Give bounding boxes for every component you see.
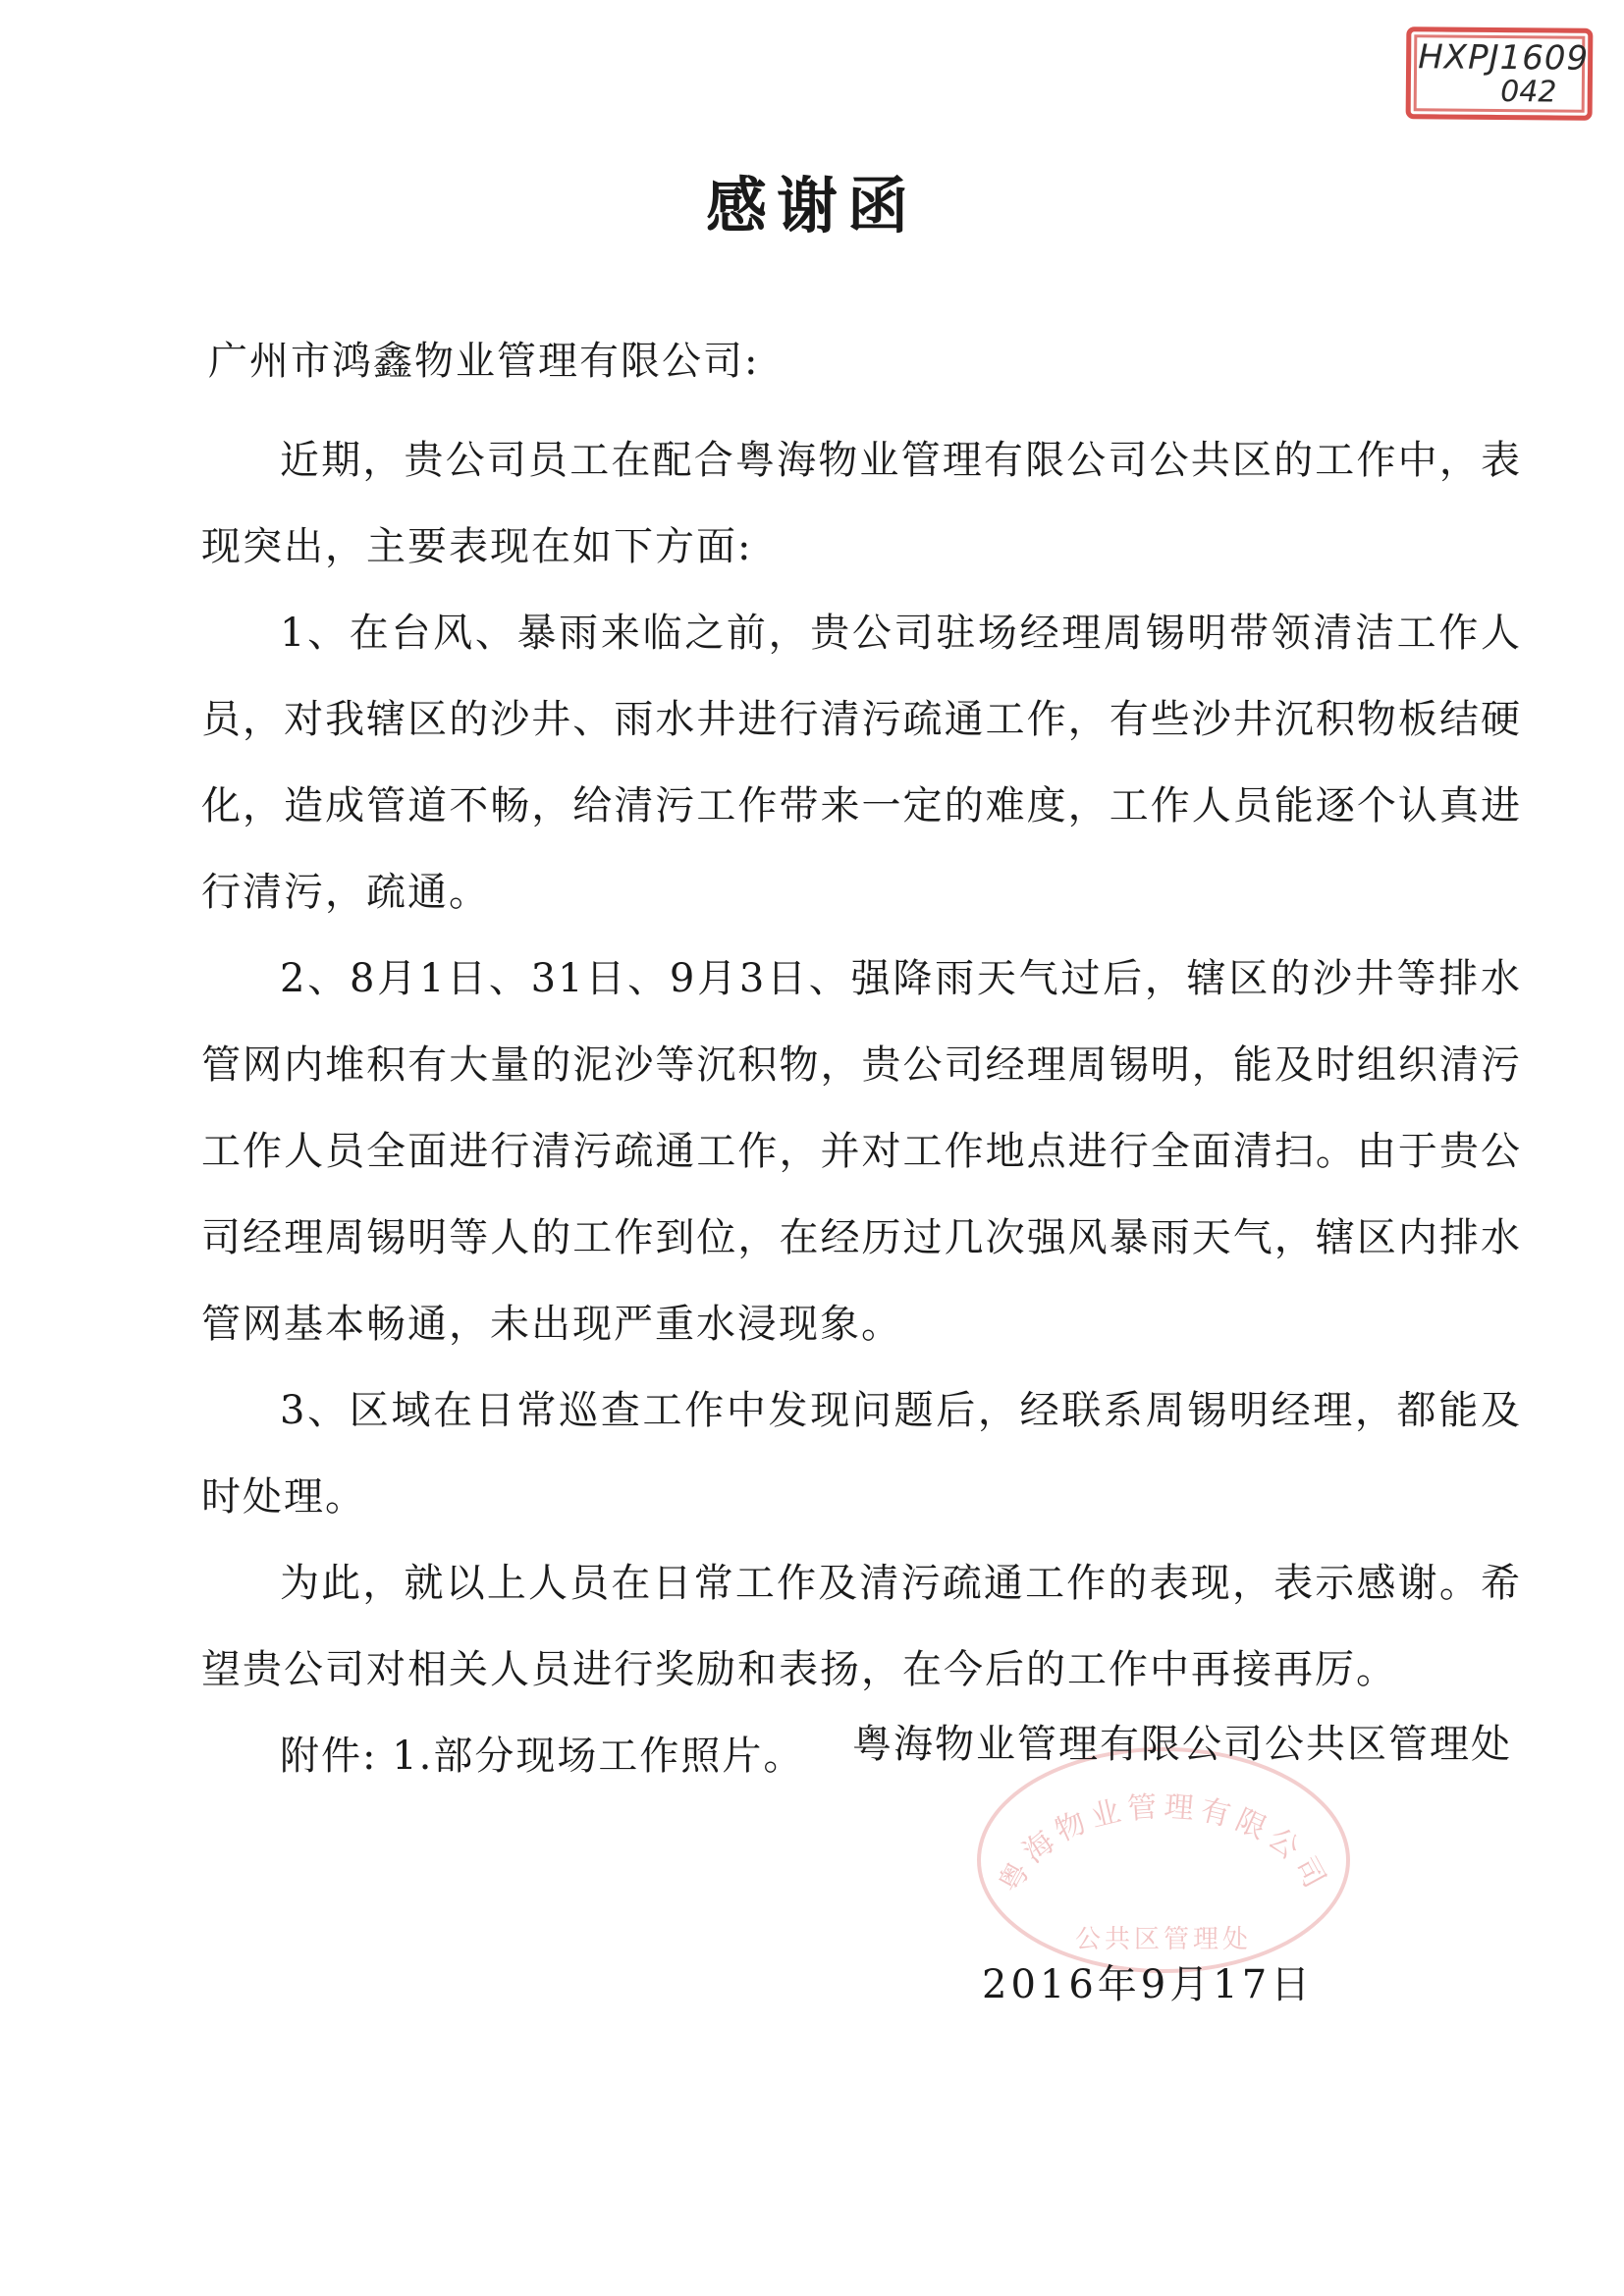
official-seal-graphic: [981, 1751, 1346, 1969]
paragraph-closing: 为此，就以上人员在日常工作及清污疏通工作的表现，表示感谢。希望贵公司对相关人员进行奖励和表扬，在今后的工作中再接再厉。: [201, 1561, 1522, 1692]
paragraph-item-2: 2、8月1日、31日、9月3日、强降雨天气过后，辖区的沙井等排水管网内堆积有大量的泥沙等沉积物，贵公司经理周锡明，能及时组织清污工作人员全面进行清污疏通工作，并对工作地点进行全面清扫。由于贵公司经理周锡明等人的工作到位，在经历过几次强风暴雨天气，辖区内排水管网基本畅通，未出现严重水浸现象。: [201, 956, 1522, 1347]
svg-text:粤海物业管理有限公司: [993, 1789, 1334, 1898]
signature-organization: 粤海物业管理有限公司公共区管理处: [852, 1722, 1512, 1767]
seal-arc-text: 粤海物业管理有限公司: [992, 1789, 1335, 1899]
recipient-line: 广州市鸿鑫物业管理有限公司:: [208, 339, 760, 384]
paragraph-intro: 近期，贵公司员工在配合粤海物业管理有限公司公共区的工作中，表现突出，主要表现在如下方面:: [201, 438, 1522, 569]
archive-stamp-code: HXPJ1609: [1418, 37, 1590, 79]
archive-stamp-number: 042: [1500, 75, 1557, 110]
archive-stamp: [1406, 27, 1594, 121]
paragraph-item-1: 1、在台风、暴雨来临之前，贵公司驻场经理周锡明带领清洁工作人员，对我辖区的沙井、雨水井进行清污疏通工作，有些沙井沉积物板结硬化，造成管道不畅，给清污工作带来一定的难度，工作人员能逐个认真进行清污，疏通。: [201, 611, 1522, 915]
paragraph-attachment: 附件: 1.部分现场工作照片。: [280, 1734, 805, 1779]
seal-subtext: 公共区管理处: [1074, 1925, 1253, 1954]
letter-title: 感谢函: [705, 170, 918, 241]
paragraph-item-3: 3、区域在日常巡查工作中发现问题后，经联系周锡明经理，都能及时处理。: [201, 1388, 1522, 1520]
letter-body: [201, 417, 1522, 1799]
official-seal: [977, 1747, 1350, 1973]
letter-date: 2016年9月17日: [982, 1962, 1315, 2007]
